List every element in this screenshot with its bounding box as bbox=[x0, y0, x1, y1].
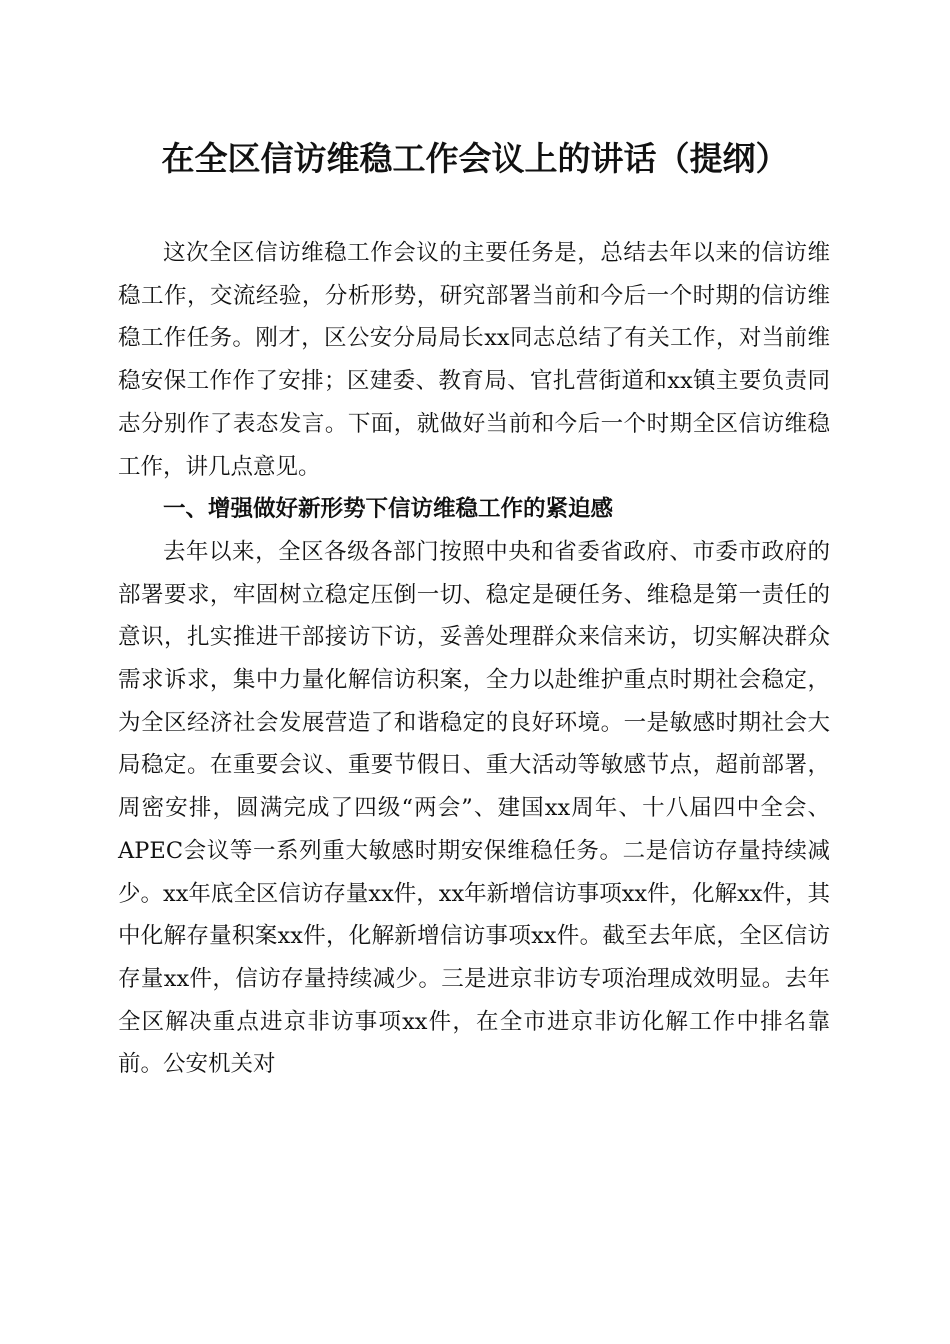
section-heading: 一、增强做好新形势下信访维稳工作的紧迫感 bbox=[163, 496, 614, 523]
document-body bbox=[118, 232, 830, 1086]
body-paragraph: 去年以来，全区各级各部门按照中央和省委省政府、市委市政府的部署要求，牢固树立稳定压倒一切、稳定是硬任务、维稳是第一责任的意识，扎实推进干部接访下访，妥善处理群众来信来访，切实解决群众需求诉求，集中力量化解信访积案，全力以赴维护重点时期社会稳定，为全区经济社会发展营造了和谐稳定的良好环境。一是敏感时期社会大局稳定。在重要会议、重要节假日、重大活动等敏感节点，超前部署，周密安排，圆满完成了四级“两会”、建国xx周年、十八届四中全会、APEC会议等一系列重大敏感时期安保维稳任务。二是信访存量持续减少。xx年底全区信访存量xx件，xx年新增信访事项xx件，化解xx件，其中化解存量积案xx件，化解新增信访事项xx件。截至去年底，全区信访存量xx件，信访存量持续减少。三是进京非访专项治理成效明显。去年全区解决重点进京非访事项xx件，在全市进京非访化解工作中排名靠前。公安机关对 bbox=[118, 538, 830, 1078]
body-paragraph: 这次全区信访维稳工作会议的主要任务是，总结去年以来的信访维稳工作，交流经验，分析形势，研究部署当前和今后一个时期的信访维稳工作任务。刚才，区公安分局局长xx同志总结了有关工作，对当前维稳安保工作作了安排；区建委、教育局、官扎营街道和xx镇主要负责同志分别作了表态发言。下面，就做好当前和今后一个时期全区信访维稳工作，讲几点意见。 bbox=[118, 240, 830, 480]
document-title: 在全区信访维稳工作会议上的讲话（提纲） bbox=[161, 139, 789, 178]
